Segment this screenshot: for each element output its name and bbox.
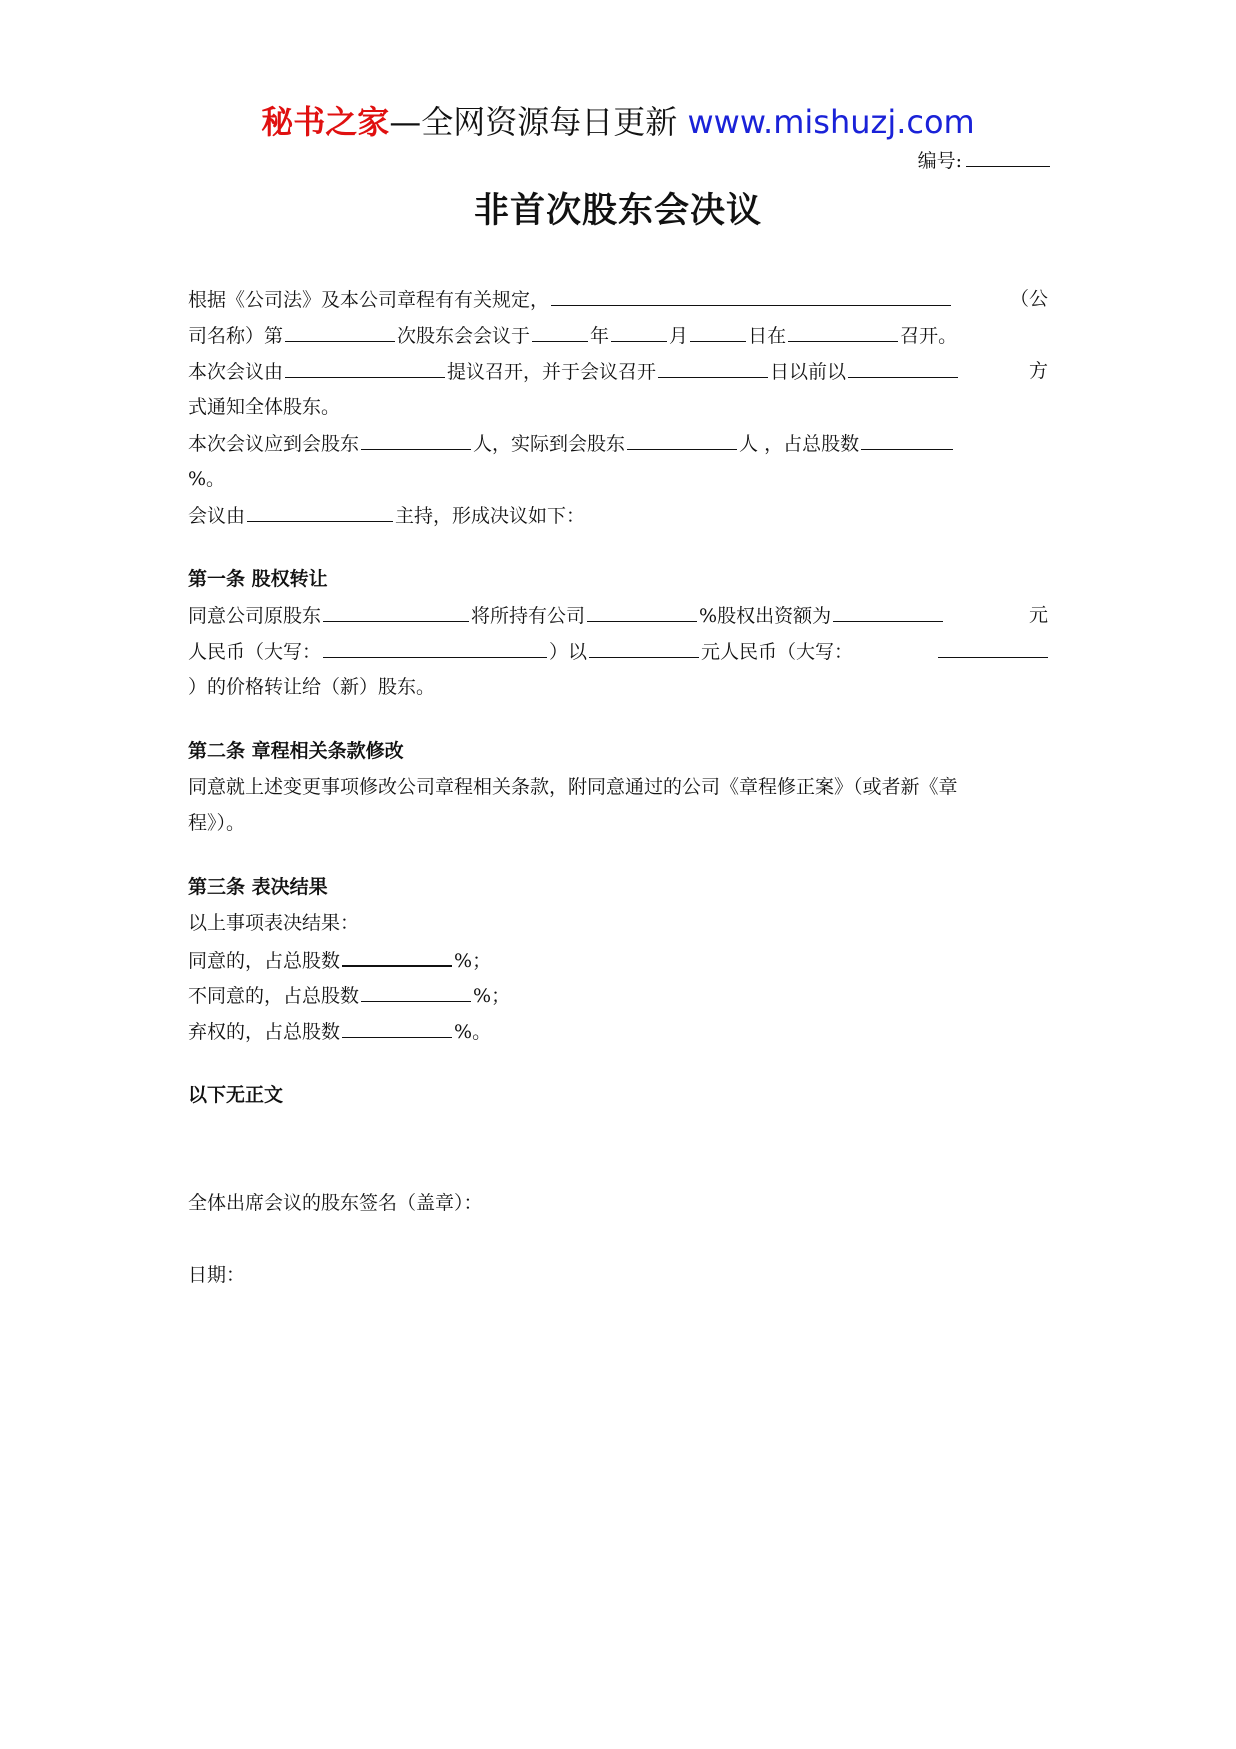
disagree-percentage-blank [361, 977, 471, 1002]
article-1-heading: 第一条 股权转让 [188, 568, 328, 590]
signature-line: 全体出席会议的股东签名（盖章）： [188, 1192, 483, 1214]
price-capital-blank [938, 633, 1048, 658]
site-banner [0, 100, 1236, 144]
text: 人民币（大写： [188, 641, 322, 663]
serial-blank [966, 148, 1050, 167]
article-1-line-2 [188, 633, 1048, 669]
article-3-line-4 [188, 1013, 1048, 1049]
document-title: 非首次股东会决议 [473, 190, 762, 231]
article-1-line-1 [188, 597, 1048, 633]
serial-label: 编号: [917, 150, 962, 172]
text: %； [454, 950, 492, 972]
text: 次股东会会议于 [397, 325, 531, 347]
article-3-line-1: 以上事项表决结果： [188, 912, 360, 934]
document-body [188, 281, 1048, 1293]
serial-number [918, 148, 1050, 174]
chair-blank [247, 497, 393, 522]
text: 弃权的，占总股数 [188, 1021, 341, 1043]
text: %。 [454, 1021, 492, 1043]
text: 不同意的，占总股数 [188, 985, 360, 1007]
no-more-text: 以下无正文 [188, 1084, 284, 1106]
location-blank [788, 317, 898, 342]
expected-shareholders-blank [361, 425, 471, 450]
equity-percentage-blank [587, 597, 697, 622]
text: 人，实际到会股东 [473, 433, 626, 455]
day-blank [690, 317, 746, 342]
abstain-percentage-blank [342, 1013, 452, 1038]
text: 本次会议应到会股东 [188, 433, 360, 455]
text: 日在 [748, 325, 787, 347]
intro-line-4: 式通知全体股东。 [188, 396, 341, 418]
text: %； [473, 985, 511, 1007]
intro-line-1 [188, 281, 1048, 317]
intro-line-7 [188, 497, 1048, 533]
present-shareholders-blank [627, 425, 737, 450]
text: 年 [590, 325, 610, 347]
text: 人 ，占总股数 [739, 433, 860, 455]
article-3-line-3 [188, 977, 1048, 1013]
banner-url-link[interactable]: www.mishuzj.com [687, 103, 975, 141]
text: （公 [1009, 288, 1048, 310]
proposer-blank [285, 353, 445, 378]
price-blank [589, 633, 699, 658]
text: 同意公司原股东 [188, 605, 322, 627]
share-percentage-blank [861, 425, 953, 450]
company-name-blank [551, 281, 951, 306]
text: 主持，形成决议如下： [395, 505, 586, 527]
text: 月 [669, 325, 689, 347]
text: %股权出资额为 [699, 605, 832, 627]
original-shareholder-blank [323, 597, 469, 622]
article-2-heading: 第二条 章程相关条款修改 [188, 740, 404, 762]
capital-amount-blank [833, 597, 943, 622]
article-2-line-1: 同意就上述变更事项修改公司章程相关条款，附同意通过的公司《章程修正案》（或者新《章 [188, 776, 958, 798]
amount-capital-blank [323, 633, 547, 658]
article-2-line-2: 程》）。 [188, 812, 246, 834]
article-3-line-2 [188, 941, 1048, 977]
banner-brand: 秘书之家 [261, 103, 390, 141]
agree-percentage-blank [342, 941, 452, 967]
text: 元 [1028, 604, 1048, 626]
article-3-heading: 第三条 表决结果 [188, 876, 328, 898]
banner-slogan: —全网资源每日更新 [389, 103, 678, 141]
text: 会议由 [188, 505, 246, 527]
intro-line-2 [188, 317, 1048, 353]
text: 根据《公司法》及本公司章程有有关规定， [188, 289, 550, 311]
text: 同意的，占总股数 [188, 950, 341, 972]
text: 元人民币（大写： [701, 641, 854, 663]
article-1-line-3: ）的价格转让给（新）股东。 [188, 676, 436, 698]
notice-days-blank [658, 353, 768, 378]
month-blank [611, 317, 667, 342]
text: 本次会议由 [188, 361, 284, 383]
meeting-number-blank [285, 317, 395, 342]
text: 日以前以 [770, 361, 847, 383]
intro-line-5 [188, 425, 1048, 461]
text: 方 [1028, 360, 1048, 382]
text: 将所持有公司 [471, 605, 586, 627]
text: 司名称）第 [188, 325, 284, 347]
date-line: 日期： [188, 1264, 246, 1286]
intro-line-6: %。 [188, 468, 226, 490]
year-blank [532, 317, 588, 342]
text: ）以 [549, 641, 588, 663]
intro-line-3 [188, 353, 1048, 389]
text: 召开。 [900, 325, 958, 347]
notice-method-blank [848, 353, 958, 378]
text: 提议召开，并于会议召开 [447, 361, 657, 383]
